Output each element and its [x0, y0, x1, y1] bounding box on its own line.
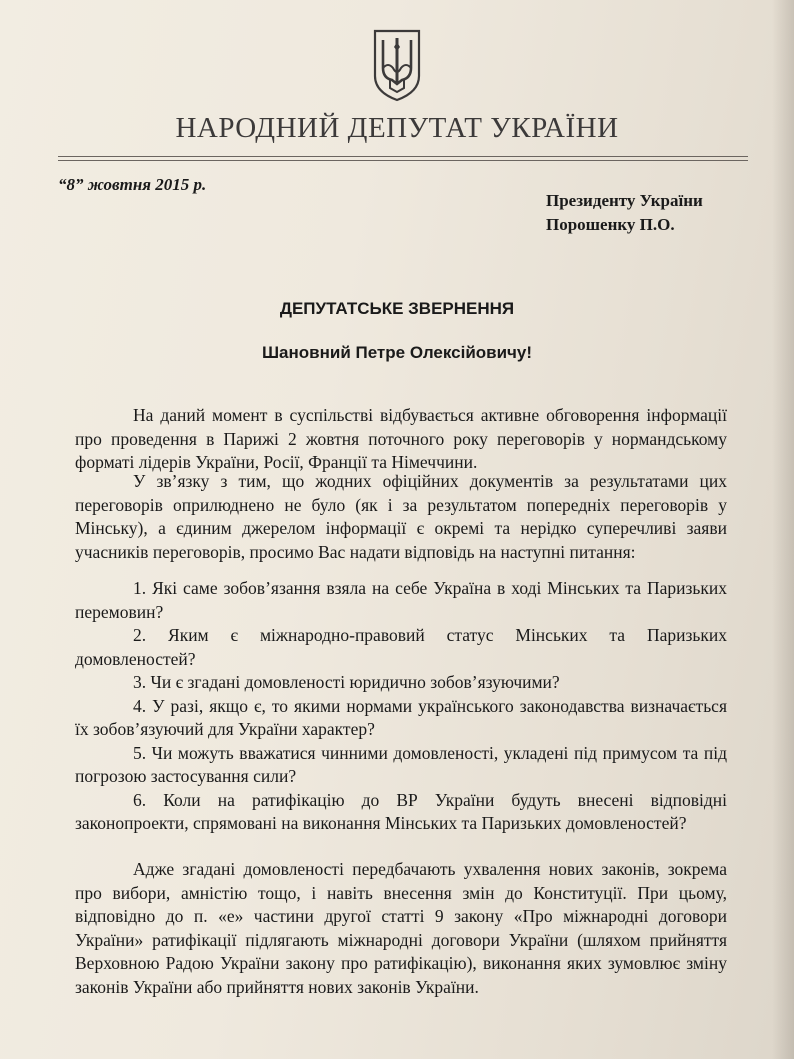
question-4: 4. У разі, якщо є, то якими нормами українського законодавства визначається їх зобов’язуючий для України характер?: [75, 695, 727, 739]
page-edge-shadow: [772, 0, 794, 1059]
letter-date: “8” жовтня 2015 р.: [58, 175, 207, 194]
paragraph-2-text: У зв’язку з тим, що жодних офіційних документів за результатами цих переговорів оприлюднено не було (як і за результатом попередніх переговорів у Мінську), а єдиним джерелом інформації є окремі та нерідко суперечливі заяви учасників переговорів, просимо Вас надати відповідь на наступні питання:: [75, 471, 727, 562]
paragraph-1-text: На даний момент в суспільстві відбувається активне обговорення інформації про проведення в Парижі 2 жовтня поточного року переговорів у нормандському форматі лідерів України, Росії, Франції та Німеччини.: [75, 405, 727, 472]
coat-of-arms-trident-icon: [372, 28, 422, 102]
question-3: 3. Чи є згадані домовленості юридично зобов’язуючими?: [133, 672, 560, 692]
addressee-block: [546, 189, 703, 237]
question-6: 6. Коли на ратифікацію до ВР України будуть внесені відповідні законопроекти, спрямовані на виконання Мінських та Паризьких домовленостей?: [75, 789, 727, 833]
closing-paragraph-text: Адже згадані домовленості передбачають ухвалення нових законів, зокрема про вибори, амністію тощо, і навіть внесення змін до Конституції. При цьому, відповідно до п. «е» частини другої статті 9 закону «Про міжнародні договори України» ратифікації підлягають міжнародні договори України (шляхом прийняття Верховною Радою України закону про ратифікацію), виконання яких зумовлює зміну законів України або прийняття нових законів України.: [75, 859, 727, 997]
document-title: ДЕПУТАТСЬКЕ ЗВЕРНЕННЯ: [279, 299, 515, 318]
header-rule-top: [58, 156, 748, 157]
question-1: 1. Які саме зобов’язання взяла на себе Україна в ході Мінських та Паризьких перемовин?: [75, 578, 727, 622]
salutation: Шановний Петре Олексійовичу!: [261, 343, 533, 362]
addressee-line-2: Порошенку П.О.: [546, 215, 675, 234]
header-title: НАРОДНИЙ ДЕПУТАТ УКРАЇНИ: [175, 112, 619, 144]
paragraph-2: [75, 470, 727, 564]
paragraph-1: [75, 404, 727, 475]
closing-paragraph: [75, 858, 727, 999]
addressee-line-1: Президенту України: [546, 191, 703, 210]
header-rule-bottom: [58, 160, 748, 161]
question-2: 2. Яким є міжнародно-правовий статус Мінських та Паризьких домовленостей?: [75, 625, 727, 669]
question-5: 5. Чи можуть вважатися чинними домовленості, укладені під примусом та під погрозою застосування сили?: [75, 742, 727, 786]
questions-list: [75, 577, 727, 836]
